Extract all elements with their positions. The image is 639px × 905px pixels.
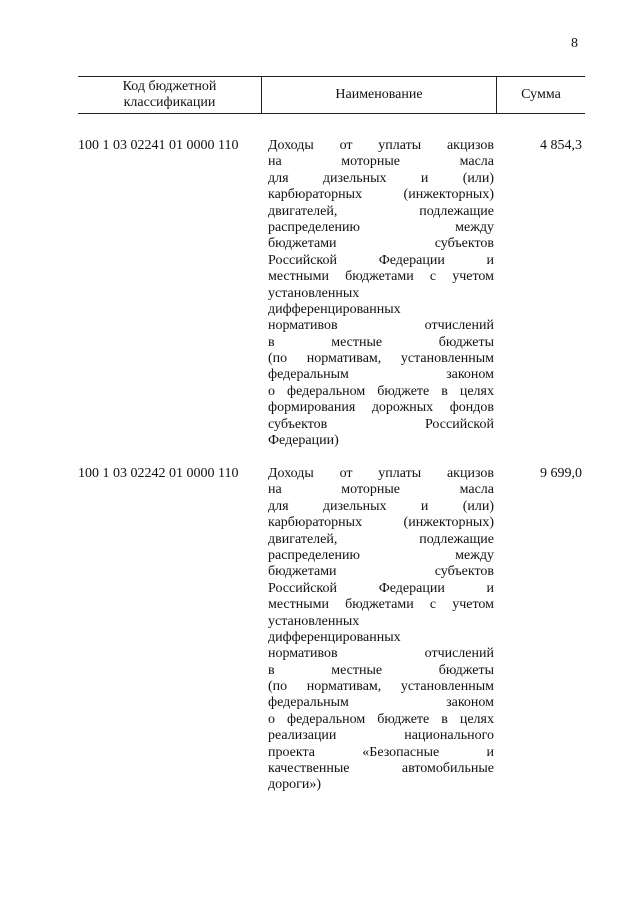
description-line: дифференцированных <box>268 629 401 645</box>
description-line: дифференцированных <box>268 301 401 317</box>
budget-code: 100 1 03 02242 01 0000 110 <box>78 466 239 481</box>
row-sum: 4 854,3 <box>540 138 582 153</box>
description-line: Российской Федерации и <box>268 252 494 268</box>
description-line: качественные автомобильные <box>268 761 494 777</box>
description-line: карбюраторных (инжекторных) <box>268 515 494 531</box>
description-line: на моторные масла <box>268 482 494 498</box>
description-line: для дизельных и (или) <box>268 170 494 186</box>
row-description <box>268 466 494 794</box>
description-line: Российской Федерации и <box>268 580 494 596</box>
description-line: Доходы от уплаты акцизов <box>268 138 494 153</box>
description-line: карбюраторных (инжекторных) <box>268 187 494 203</box>
description-line: о федеральном бюджете в целях <box>268 383 494 399</box>
description-line: двигателей, подлежащие <box>268 531 494 547</box>
description-line: Федерации) <box>268 433 339 449</box>
description-line: о федеральном бюджете в целях <box>268 711 494 727</box>
description-line: федеральным законом <box>268 367 494 383</box>
description-line: (по нормативам, установленным <box>268 351 494 367</box>
header-code-line2: классификации <box>123 95 216 110</box>
description-line: в местные бюджеты <box>268 662 494 678</box>
description-line: установленных <box>268 613 360 629</box>
description-line: местными бюджетами с учетом <box>268 597 494 613</box>
page-number: 8 <box>571 36 578 51</box>
budget-code: 100 1 03 02241 01 0000 110 <box>78 138 239 153</box>
description-line: федеральным законом <box>268 695 494 711</box>
header-code-line1: Код бюджетной <box>122 79 217 94</box>
description-line: формирования дорожных фондов <box>268 400 494 416</box>
description-line: местными бюджетами с учетом <box>268 269 494 285</box>
description-line: проекта «Безопасные и <box>268 744 494 760</box>
description-line: для дизельных и (или) <box>268 498 494 514</box>
description-line: (по нормативам, установленным <box>268 679 494 695</box>
description-line: нормативов отчислений <box>268 318 494 334</box>
header-name-column: Наименование <box>262 77 497 113</box>
description-line: установленных <box>268 285 360 301</box>
description-line: Доходы от уплаты акцизов <box>268 466 494 481</box>
description-line: бюджетами субъектов <box>268 564 494 580</box>
description-line: распределению между <box>268 547 494 563</box>
description-line: бюджетами субъектов <box>268 236 494 252</box>
description-line: дороги») <box>268 777 322 793</box>
table-header <box>78 76 585 114</box>
row-description <box>268 138 494 449</box>
row-sum: 9 699,0 <box>540 466 582 481</box>
description-line: реализации национального <box>268 728 494 744</box>
description-line: субъектов Российской <box>268 416 494 432</box>
header-code-column <box>78 77 262 113</box>
description-line: распределению между <box>268 219 494 235</box>
description-line: на моторные масла <box>268 154 494 170</box>
description-line: в местные бюджеты <box>268 334 494 350</box>
header-sum-column: Сумма <box>521 87 561 102</box>
description-line: нормативов отчислений <box>268 646 494 662</box>
description-line: двигателей, подлежащие <box>268 203 494 219</box>
